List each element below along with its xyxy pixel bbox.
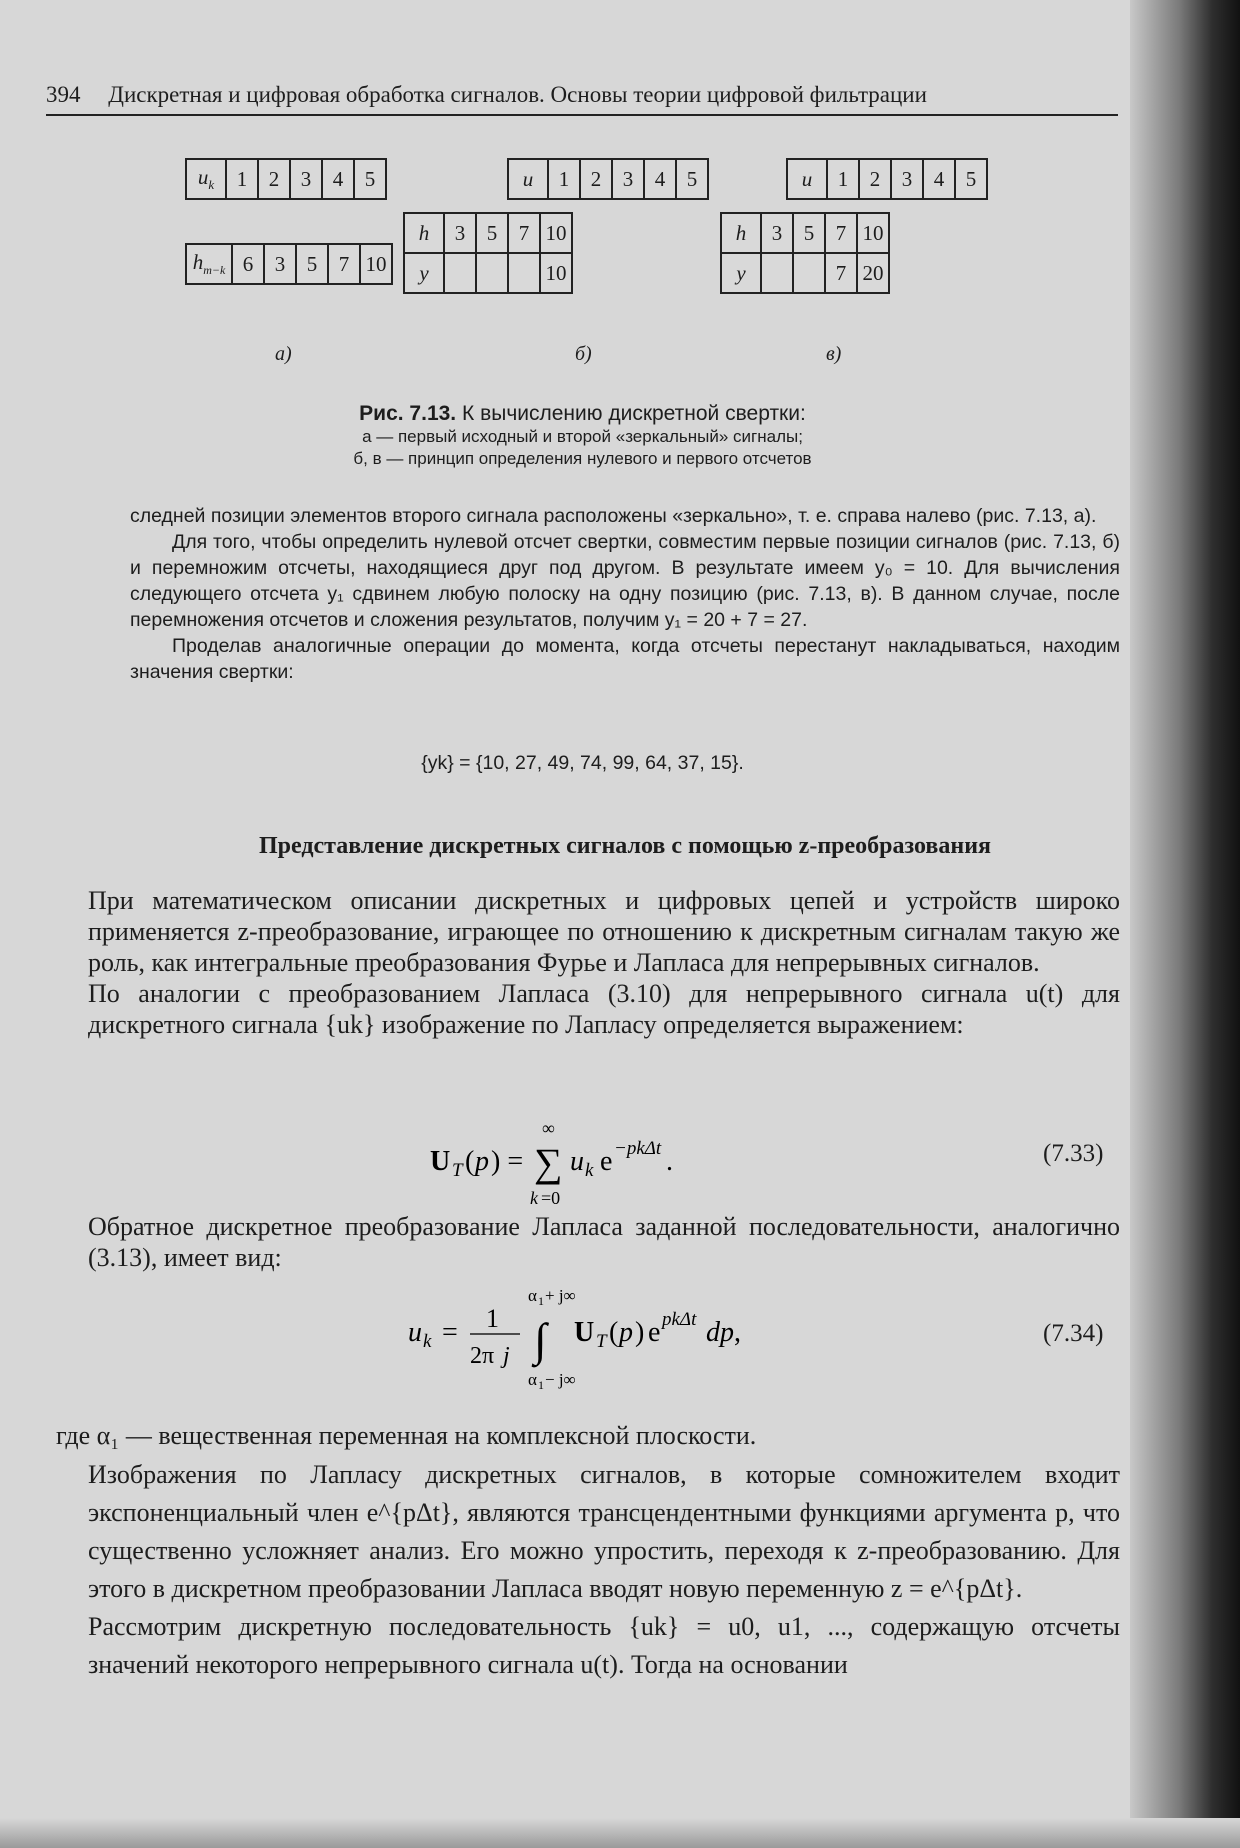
- cell: 6: [232, 244, 264, 284]
- svg-text:) =: ) =: [491, 1146, 524, 1177]
- body-block-4: [88, 1456, 1120, 1684]
- svg-text:=: =: [442, 1317, 458, 1348]
- cell: 1: [226, 159, 258, 199]
- body-paragraph-6: Рассмотрим дискретную последовательность {uk} = u0, u1, ..., содержащую отсчеты значений некоторого непрерывного сигнала u(t). Тогда на основании: [88, 1612, 1120, 1679]
- cell: 2: [859, 159, 891, 199]
- svg-text:e: e: [648, 1317, 661, 1348]
- svg-text:pkΔt: pkΔt: [662, 1309, 697, 1330]
- svg-text:u: u: [570, 1146, 584, 1177]
- cell: 10: [360, 244, 392, 284]
- cell-label: $u_k$: [186, 159, 226, 199]
- cell: 7: [825, 253, 857, 293]
- equation-7-34: [408, 1283, 778, 1400]
- cell: 5: [476, 213, 508, 253]
- svg-text:+ j∞: + j∞: [545, 1286, 576, 1305]
- cell: 1: [548, 159, 580, 199]
- cell: 3: [290, 159, 322, 199]
- running-title: Дискретная и цифровая обработка сигналов. Основы теории цифровой фильтрации: [108, 82, 927, 107]
- cell: 5: [955, 159, 987, 199]
- svg-text:e: e: [600, 1146, 613, 1177]
- convolution-result: {yk} = {10, 27, 49, 74, 99, 64, 37, 15}.: [421, 752, 744, 774]
- cell: 3: [891, 159, 923, 199]
- svg-text:p: p: [619, 1317, 633, 1348]
- svg-text:.: .: [666, 1146, 673, 1177]
- body-block-3: [56, 1420, 1120, 1451]
- svg-text:1: 1: [486, 1304, 499, 1333]
- svg-text:k: k: [585, 1160, 594, 1181]
- cell: 2: [580, 159, 612, 199]
- page-number: 394: [46, 82, 81, 107]
- cell: 5: [676, 159, 708, 199]
- svg-text:T: T: [596, 1331, 607, 1352]
- cell: [508, 253, 540, 293]
- svg-text:U: U: [430, 1146, 451, 1177]
- cell: 10: [540, 213, 572, 253]
- body-block-2: [88, 1211, 1120, 1273]
- figure-b-label: б): [575, 343, 592, 365]
- cell: 7: [328, 244, 360, 284]
- svg-text:∞: ∞: [542, 1118, 555, 1138]
- bottom-shadow: [0, 1818, 1240, 1848]
- cell: 10: [857, 213, 889, 253]
- svg-text:): ): [635, 1317, 645, 1348]
- caption-number: Рис. 7.13.: [359, 402, 457, 425]
- cell-label: h: [721, 213, 761, 253]
- svg-text:(: (: [465, 1146, 475, 1177]
- svg-text:α: α: [528, 1286, 537, 1305]
- cell: 1: [827, 159, 859, 199]
- cell: 7: [508, 213, 540, 253]
- figure-b-row-u: [507, 158, 709, 200]
- equation-7-33: [430, 1118, 760, 1217]
- caption-line-2: б, в — принцип определения нулевого и первого отсчетов: [353, 449, 812, 468]
- body-paragraph-3: Обратное дискретное преобразование Лапласа заданной последовательности, аналогично (3.13), имеет вид:: [88, 1212, 1120, 1272]
- body-paragraph-4: где α₁ — вещественная переменная на комплексной плоскости.: [56, 1421, 757, 1450]
- svg-text:dp: dp: [706, 1317, 734, 1348]
- cell: 10: [540, 253, 572, 293]
- svg-text:T: T: [452, 1160, 463, 1181]
- body-paragraph-2: По аналогии с преобразованием Лапласа (3.10) для непрерывного сигнала u(t) для дискретного сигнала {uk} изображение по Лапласу определяется выражением:: [88, 979, 1120, 1039]
- cell: [444, 253, 476, 293]
- cell: 5: [296, 244, 328, 284]
- svg-text:1: 1: [538, 1378, 544, 1392]
- small-text-block: [130, 503, 1120, 685]
- svg-text:k: k: [423, 1331, 432, 1352]
- body-paragraph-1: При математическом описании дискретных и цифровых цепей и устройств широко применяется z-преобразование, играющее по отношению к дискретным сигналам такую же роль, как интегральные преобразования Фурье и Лапласа для непрерывных сигналов.: [88, 886, 1120, 977]
- cell-label: y: [404, 253, 444, 293]
- cell: 3: [612, 159, 644, 199]
- figure-c-rows-hy: [720, 212, 890, 294]
- svg-text:j: j: [503, 1343, 510, 1369]
- figure-a-row-h: [185, 243, 393, 285]
- cell-label: $h_{m-k}$: [186, 244, 232, 284]
- cell: [476, 253, 508, 293]
- body-block-1: [88, 885, 1120, 1040]
- svg-text:=0: =0: [541, 1188, 561, 1208]
- svg-text:,: ,: [734, 1317, 741, 1348]
- equation-7-34-svg: [408, 1283, 778, 1393]
- svg-text:1: 1: [538, 1294, 544, 1308]
- page-edge-shadow: [1130, 0, 1240, 1848]
- small-paragraph-2: Для того, чтобы определить нулевой отсчет свертки, совместим первые позиции сигналов (рис. 7.13, б) и перемножим отсчеты, находящиеся друг под другом. В результате имеем y₀ = 10. Для вычисления следующего отсчета y₁ сдвинем любую полоску на одну позицию (рис. 7.13, в). В данном случае, после перемножения отсчетов и сложения результатов, получим y₁ = 20 + 7 = 27.: [130, 531, 1120, 631]
- svg-text:∑: ∑: [534, 1140, 563, 1185]
- svg-text:U: U: [574, 1317, 595, 1348]
- cell: 5: [793, 213, 825, 253]
- cell: [793, 253, 825, 293]
- figure-b-rows-hy: [403, 212, 573, 294]
- cell: 4: [644, 159, 676, 199]
- figure-c-row-u: [786, 158, 988, 200]
- svg-text:k: k: [530, 1188, 538, 1208]
- cell: 2: [258, 159, 290, 199]
- caption-line-1: а — первый исходный и второй «зеркальный» сигналы;: [362, 427, 803, 446]
- figure-caption: [0, 402, 1165, 470]
- equation-7-33-svg: [430, 1118, 760, 1210]
- small-paragraph-1: следней позиции элементов второго сигнала расположены «зеркально», т. е. справа налево (рис. 7.13, а).: [130, 505, 1097, 527]
- cell: 3: [264, 244, 296, 284]
- svg-text:2π: 2π: [470, 1343, 495, 1369]
- cell-label: h: [404, 213, 444, 253]
- figure-a-row-u: [185, 158, 387, 200]
- svg-text:α: α: [528, 1370, 537, 1389]
- cell: 3: [761, 213, 793, 253]
- equation-number-7-34: (7.34): [1043, 1320, 1104, 1347]
- svg-text:p: p: [475, 1146, 489, 1177]
- figure-a-label: а): [275, 343, 292, 365]
- caption-text: К вычислению дискретной свертки:: [462, 402, 806, 425]
- svg-text:(: (: [609, 1317, 619, 1348]
- cell: 3: [444, 213, 476, 253]
- cell: 4: [322, 159, 354, 199]
- figure-c-label: в): [826, 343, 842, 365]
- cell-label: y: [721, 253, 761, 293]
- cell: 20: [857, 253, 889, 293]
- svg-text:∫: ∫: [534, 1314, 547, 1365]
- small-paragraph-3: Проделав аналогичные операции до момента, когда отсчеты перестанут накладываться, находим значения свертки:: [130, 635, 1120, 683]
- cell: 5: [354, 159, 386, 199]
- equation-number-7-33: (7.33): [1043, 1140, 1104, 1167]
- svg-text:−pkΔt: −pkΔt: [614, 1138, 662, 1159]
- svg-text:− j∞: − j∞: [545, 1370, 576, 1389]
- section-heading: Представление дискретных сигналов с помощью z-преобразования: [258, 833, 992, 859]
- caption-title: [0, 402, 1165, 426]
- cell: 4: [923, 159, 955, 199]
- cell: [761, 253, 793, 293]
- cell-label: u: [787, 159, 827, 199]
- cell-label: u: [508, 159, 548, 199]
- svg-text:u: u: [408, 1317, 422, 1348]
- cell: 7: [825, 213, 857, 253]
- running-header: [46, 82, 1118, 116]
- body-paragraph-5: Изображения по Лапласу дискретных сигналов, в которые сомножителем входит экспоненциальный член e^{pΔt}, являются трансцендентными функциями аргумента p, что существенно усложняет анализ. Его можно упростить, переходя к z-преобразованию. Для этого в дискретном преобразовании Лапласа вводят новую переменную z = e^{pΔt}.: [88, 1460, 1120, 1603]
